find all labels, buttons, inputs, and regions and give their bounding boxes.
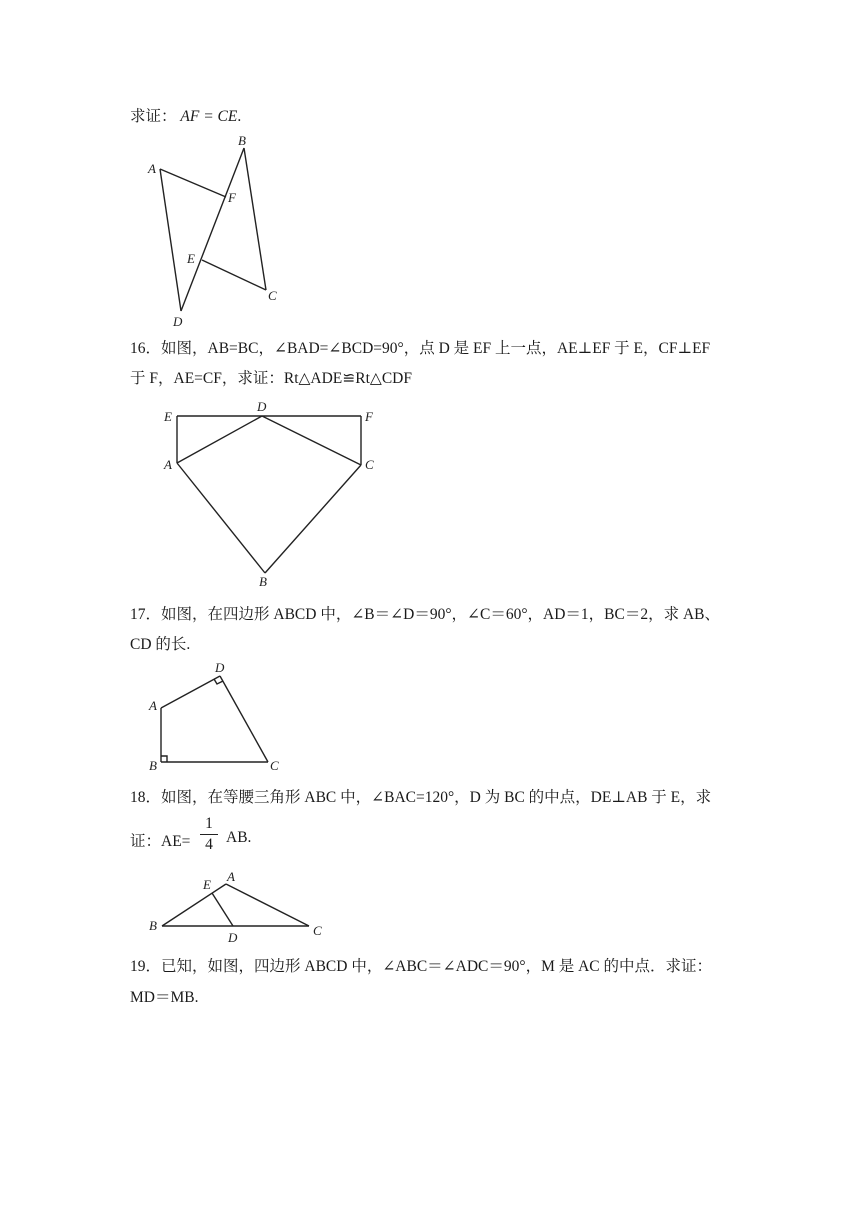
q16-line1: 16．如图，AB=BC，∠BAD=∠BCD=90°，点 D 是 EF 上一点，AE⊥EF 于 E，CF⊥EF <box>130 340 711 357</box>
q18-segment-BA <box>162 884 226 926</box>
q18-line2-prefix: 证：AE= <box>130 833 191 850</box>
q18-label-D: D <box>228 930 238 945</box>
q17-label-B: B <box>149 758 157 773</box>
q16-label-F: F <box>365 409 373 424</box>
q15-suffix: . <box>237 108 242 125</box>
q15-prefix: 求证： <box>130 108 177 125</box>
q16-label-A: A <box>164 457 172 472</box>
q18-line1: 18．如图，在等腰三角形 ABC 中，∠BAC=120°，D 为 BC 的中点，DE⊥AB 于 E，求 <box>130 789 712 806</box>
q18-fraction-denominator: 4 <box>205 836 213 853</box>
q16-label-C: C <box>365 457 374 472</box>
q15-math: AF = CE <box>180 108 238 125</box>
q15-label-B: B <box>238 133 246 148</box>
q17-label-D: D <box>215 660 225 675</box>
q18-segment-ED <box>212 893 233 926</box>
q17-line2: CD 的长. <box>130 636 191 653</box>
q17-line1: 17．如图，在四边形 ABCD 中，∠B＝∠D＝90°，∠C＝60°，AD＝1，BC＝2，求 AB、 <box>130 606 721 623</box>
q15-label-F: F <box>228 190 236 205</box>
q16-label-D: D <box>257 399 267 414</box>
q15-label-E: E <box>187 251 195 266</box>
q17-label-A: A <box>149 698 157 713</box>
q18-label-C: C <box>313 923 322 938</box>
q18-label-A: A <box>227 869 235 884</box>
q18-label-E: E <box>203 877 211 892</box>
q18-segment-AC <box>226 884 309 926</box>
q18-label-B: B <box>149 918 157 933</box>
q16-label-E: E <box>164 409 172 424</box>
q15-label-D: D <box>173 314 183 329</box>
q16-line2: 于 F，AE=CF，求证：Rt△ADE≌Rt△CDF <box>130 370 412 387</box>
q15-label-C: C <box>268 288 277 303</box>
q18-fraction-numerator: 1 <box>205 815 213 832</box>
q17-label-C: C <box>270 758 279 773</box>
q16-label-B: B <box>259 574 267 589</box>
q15-label-A: A <box>148 161 156 176</box>
q18-line2-suffix: AB. <box>226 829 252 846</box>
q19-line2: MD＝MB. <box>130 989 199 1006</box>
q19-line1: 19．已知，如图，四边形 ABCD 中，∠ABC＝∠ADC＝90°，M 是 AC 的中点．求证： <box>130 958 713 975</box>
